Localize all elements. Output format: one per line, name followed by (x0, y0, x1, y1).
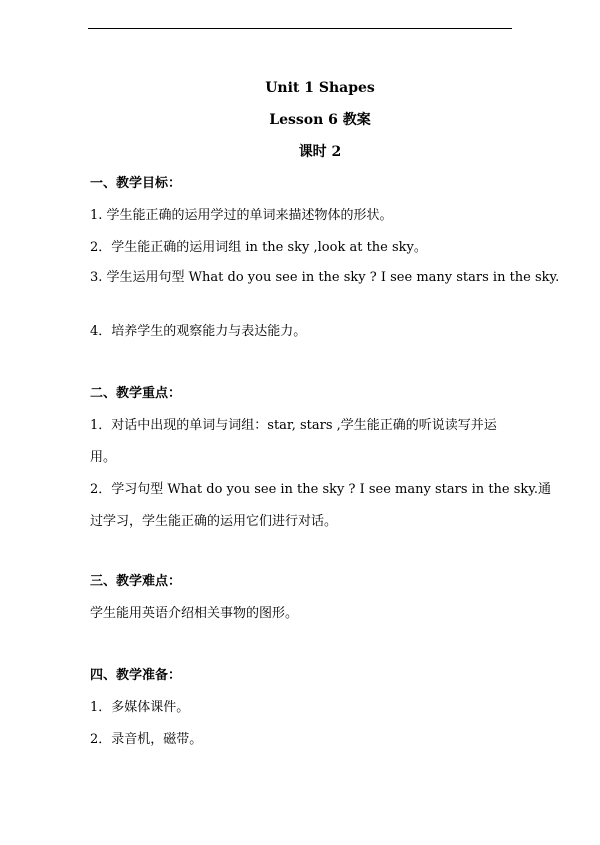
key-point-line-2: 用。 (90, 450, 117, 465)
key-point-line-4: 过学习，学生能正确的运用它们进行对话。 (90, 514, 338, 529)
preparation-item-2: 2．录音机，磁带。 (90, 732, 203, 747)
preparation-heading: 四、教学准备： (90, 668, 182, 683)
objective-item-1: 1. 学生能正确的运用学过的单词来描述物体的形状。 (90, 208, 393, 223)
key-point-line-3: 2．学习句型 What do you see in the sky ? I see many stars in the sky.通 (90, 482, 552, 497)
objective-item-3: 3. 学生运用句型 What do you see in the sky ? I see many stars in the sky. (90, 270, 560, 285)
key-point-line-1: 1．对话中出现的单词与词组：star, stars ,学生能正确的听说读写并运 (90, 418, 497, 433)
header-rule (88, 28, 512, 29)
difficulty-item-1: 学生能用英语介绍相关事物的图形。 (90, 606, 299, 621)
key-points-heading: 二、教学重点： (90, 386, 182, 401)
objective-item-4: 4．培养学生的观察能力与表达能力。 (90, 324, 307, 339)
objectives-heading: 一、教学目标： (90, 176, 182, 191)
period-title: 课时 2 (298, 144, 342, 160)
difficulties-heading: 三、教学难点： (90, 574, 182, 589)
lesson-title: Lesson 6 教案 (269, 112, 371, 128)
unit-title: Unit 1 Shapes (265, 80, 375, 96)
objective-item-2: 2．学生能正确的运用词组 in the sky ,look at the sky。 (90, 240, 427, 255)
preparation-item-1: 1．多媒体课件。 (90, 700, 190, 715)
